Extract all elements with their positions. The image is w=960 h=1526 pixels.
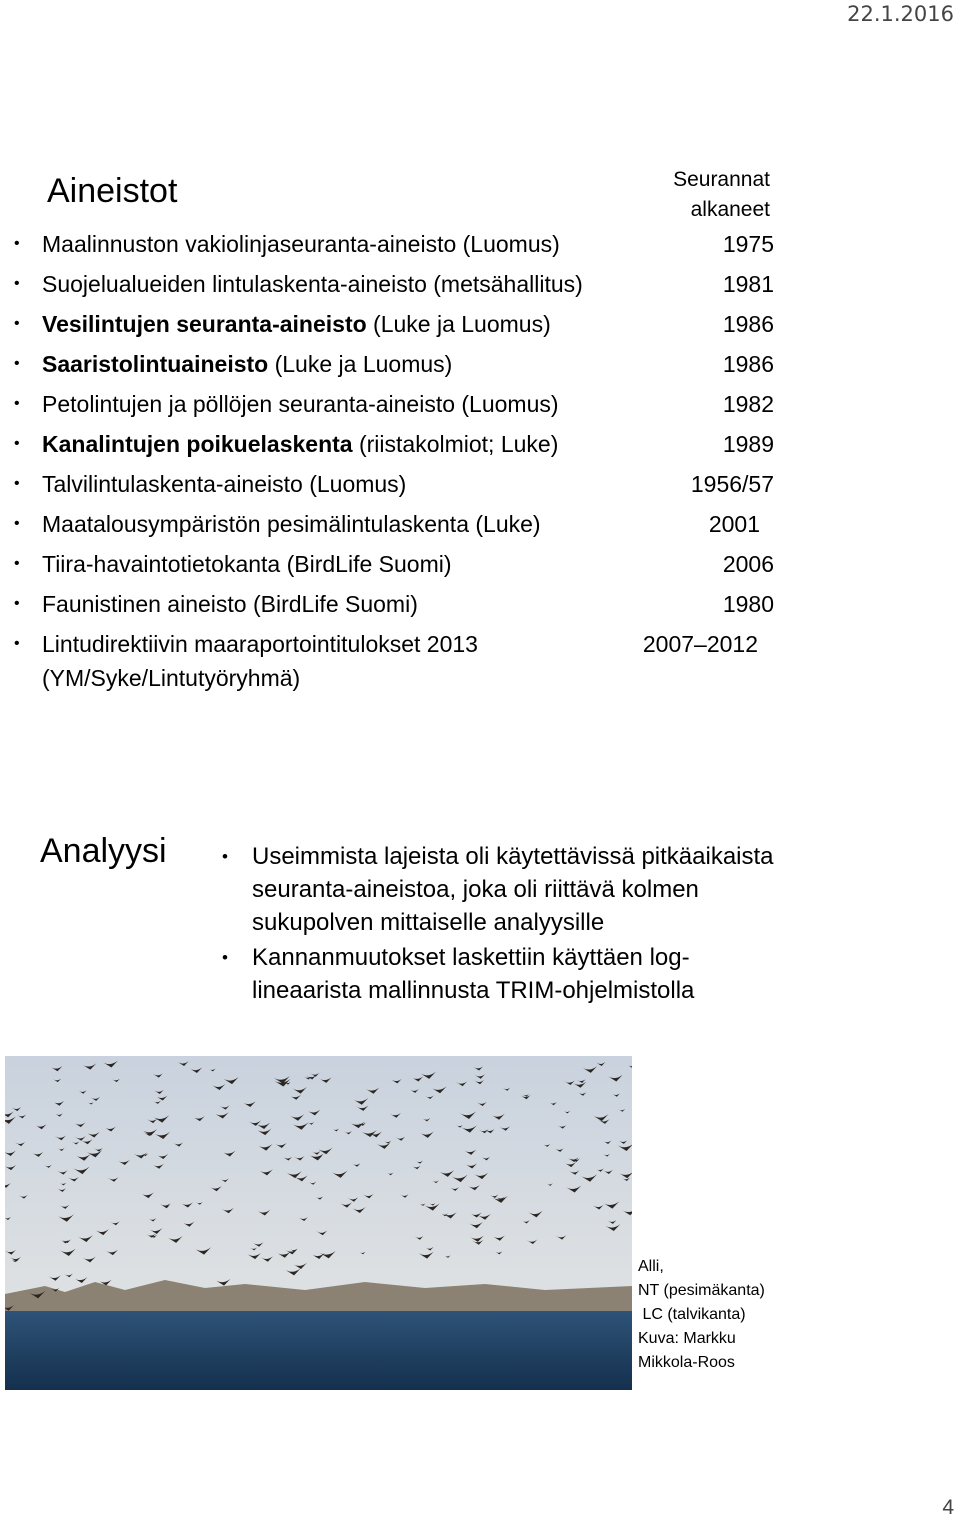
dataset-item xyxy=(14,384,774,424)
dataset-name: Lintudirektiivin maaraportointitulokset 2013 xyxy=(42,631,478,657)
dataset-name: Petolintujen ja pöllöjen seuranta-aineisto (Luomus) xyxy=(42,391,559,417)
bullet-icon: • xyxy=(14,635,20,652)
page-number: 4 xyxy=(942,1496,954,1519)
bullet-icon: • xyxy=(14,395,20,412)
analysis-item xyxy=(222,840,782,939)
bullet-icon: • xyxy=(222,847,228,866)
dataset-item xyxy=(14,504,774,544)
bird-flock-image xyxy=(5,1056,632,1390)
dataset-year: 1980 xyxy=(722,591,774,617)
dataset-year: 1989 xyxy=(722,431,774,457)
bullet-icon: • xyxy=(14,435,20,452)
bullet-icon: • xyxy=(14,515,20,532)
dataset-year: 1975 xyxy=(722,231,774,257)
start-year-header-line1: Seurannat xyxy=(673,168,770,191)
analysis-text: Kannanmuutokset laskettiin käyttäen log-lineaarista mallinnusta TRIM-ohjelmistolla xyxy=(252,944,695,1004)
dataset-year: 1986 xyxy=(722,351,774,377)
photo-caption xyxy=(638,1255,765,1375)
dataset-item xyxy=(14,424,774,464)
dataset-item xyxy=(14,544,774,584)
dataset-name: Maatalousympäristön pesimälintulaskenta (Luke) xyxy=(42,511,541,537)
dataset-year: 1986 xyxy=(722,311,774,337)
dataset-item xyxy=(14,224,774,264)
start-year-header xyxy=(640,165,770,225)
dataset-year: 2007–2012 xyxy=(642,631,758,657)
bullet-icon: • xyxy=(14,555,20,572)
bullet-icon: • xyxy=(14,275,20,292)
bullet-icon: • xyxy=(14,235,20,252)
dataset-item xyxy=(14,464,774,504)
analyysi-title: Analyysi xyxy=(40,832,167,870)
caption-line: Mikkola-Roos xyxy=(638,1354,735,1371)
page-date: 22.1.2016 xyxy=(847,2,954,26)
dataset-item xyxy=(14,304,774,344)
dataset-name: Kanalintujen poikuelaskenta (riistakolmiot; Luke) xyxy=(42,431,559,457)
bullet-icon: • xyxy=(14,315,20,332)
dataset-name: Saaristolintuaineisto (Luke ja Luomus) xyxy=(42,351,453,377)
caption-line: Kuva: Markku xyxy=(638,1330,736,1347)
aineistot-title: Aineistot xyxy=(47,172,178,210)
caption-line: LC (talvikanta) xyxy=(638,1306,746,1323)
dataset-item xyxy=(14,344,774,384)
dataset-name: Vesilintujen seuranta-aineisto (Luke ja Luomus) xyxy=(42,311,551,337)
analysis-item xyxy=(222,941,782,1007)
dataset-name: Tiira-havaintotietokanta (BirdLife Suomi) xyxy=(42,551,452,577)
dataset-item xyxy=(14,584,774,624)
dataset-name-line2: (YM/Syke/Lintutyöryhmä) xyxy=(42,665,301,691)
dataset-item xyxy=(14,624,774,700)
dataset-item xyxy=(14,264,774,304)
dataset-year: 1956/57 xyxy=(690,471,774,497)
analysis-list xyxy=(222,840,782,1009)
dataset-year: 2001 xyxy=(708,511,760,537)
dataset-year: 2006 xyxy=(722,551,774,577)
dataset-list xyxy=(14,224,774,700)
dataset-name: Maalinnuston vakiolinjaseuranta-aineisto (Luomus) xyxy=(42,231,560,257)
dataset-name: Faunistinen aineisto (BirdLife Suomi) xyxy=(42,591,418,617)
dataset-year: 1982 xyxy=(722,391,774,417)
bullet-icon: • xyxy=(222,948,228,967)
dataset-name: Suojelualueiden lintulaskenta-aineisto (metsähallitus) xyxy=(42,271,583,297)
analysis-text: Useimmista lajeista oli käytettävissä pitkäaikaista seuranta-aineistoa, joka oli riittävä kolmen sukupolven mittaiselle analyysille xyxy=(252,843,774,936)
bird-flock-photo xyxy=(5,1056,632,1390)
bullet-icon: • xyxy=(14,475,20,492)
caption-line: Alli, xyxy=(638,1258,664,1275)
bullet-icon: • xyxy=(14,595,20,612)
caption-line: NT (pesimäkanta) xyxy=(638,1282,765,1299)
bullet-icon: • xyxy=(14,355,20,372)
start-year-header-line2: alkaneet xyxy=(690,198,770,221)
dataset-year: 1981 xyxy=(722,271,774,297)
dataset-name: Talvilintulaskenta-aineisto (Luomus) xyxy=(42,471,407,497)
